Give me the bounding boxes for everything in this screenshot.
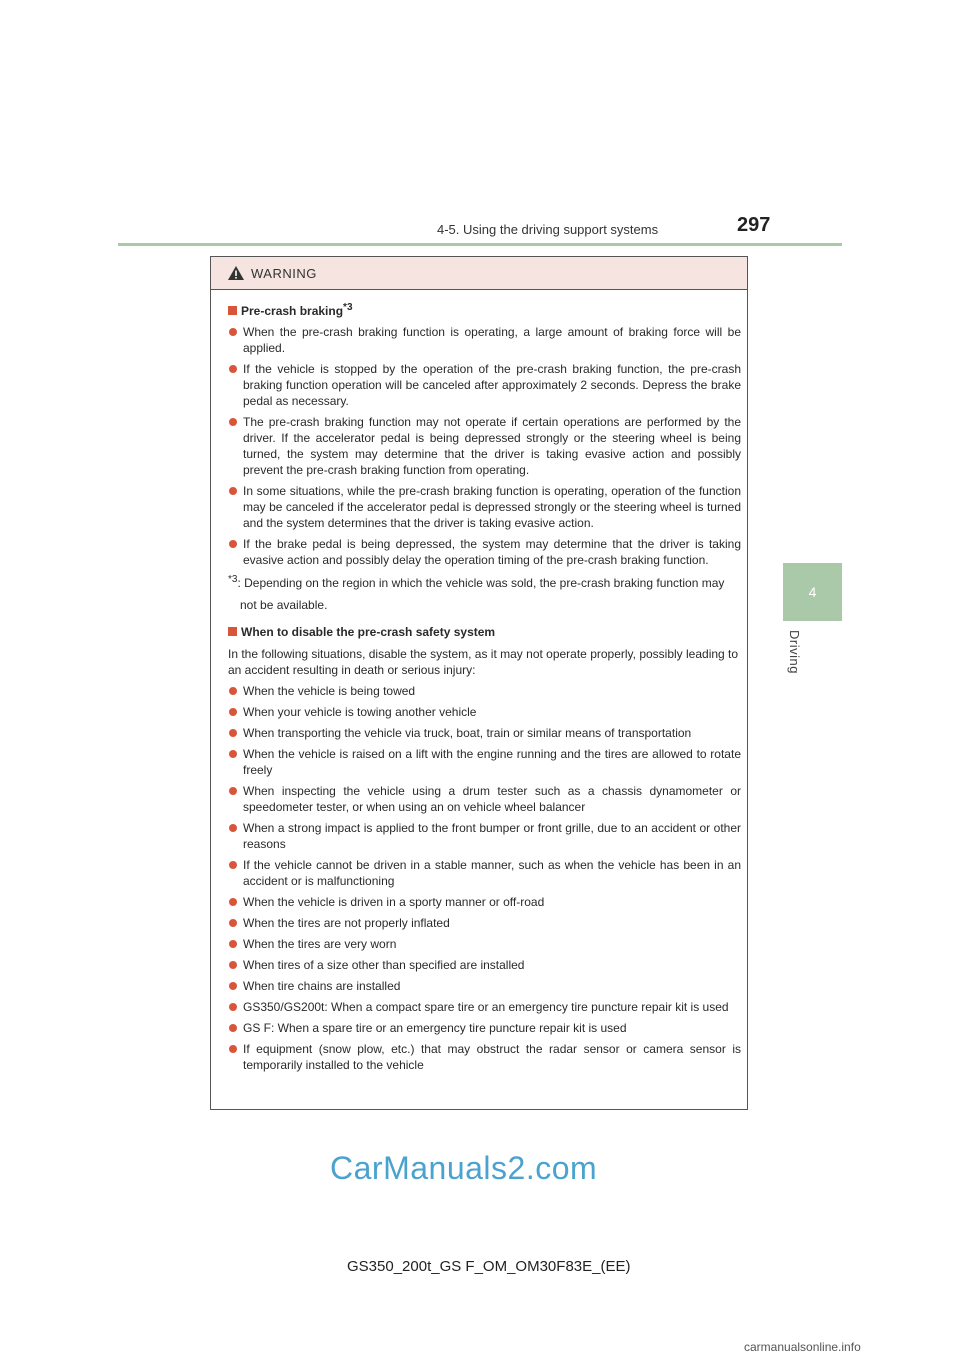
list-item: GS350/GS200t: When a compact spare tire or an emergency tire puncture repair kit is used [228,999,741,1015]
page-number: 297 [737,214,771,236]
list-item: When tire chains are installed [228,978,741,994]
list-item: If the vehicle is stopped by the operation of the pre-crash braking function, the pre-crash braking function operation will be canceled after approximately 2 seconds. Depress the brake pedal as necessary. [228,361,741,409]
list-item: When your vehicle is towing another vehicle [228,704,741,720]
section-heading-pre-crash-braking [228,303,741,319]
warning-triangle-icon [227,265,245,281]
list-item: When the vehicle is being towed [228,683,741,699]
warning-body [211,290,747,1073]
list-item: When a strong impact is applied to the front bumper or front grille, due to an accident or other reasons [228,820,741,852]
section-heading-disable-system [228,624,741,640]
list-item: When the tires are very worn [228,936,741,952]
list-item: When the vehicle is raised on a lift with the engine running and the tires are allowed to rotate freely [228,746,741,778]
section-heading-text: Pre-crash braking [241,304,344,318]
list-item: The pre-crash braking function may not operate if certain operations are performed by the driver. If the accelerator pedal is being depressed strongly or the steering wheel is being turned, the system may determine that the driver is taking evasive action and possibly prevent the pre-crash braking function from operating. [228,414,741,478]
section-heading-sup: *3 [343,302,353,313]
list-item: When the tires are not properly inflated [228,915,741,931]
chapter-label: Driving [787,630,802,674]
chapter-tab: 4 [783,563,842,621]
list-item: When transporting the vehicle via truck, boat, train or similar means of transportation [228,725,741,741]
section-heading-text: When to disable the pre-crash safety system [241,625,496,639]
warning-box [210,256,748,1110]
intro-paragraph: In the following situations, disable the system, as it may not operate properly, possibly leading to an accident resulting in death or serious injury: [228,647,739,677]
list-item: In some situations, while the pre-crash braking function is operating, operation of the function may be canceled if the accelerator pedal is depressed strongly or the steering wheel is turned and the system determines that the driver is taking evasive action. [228,483,741,531]
list-item: When the vehicle is driven in a sporty manner or off-road [228,894,741,910]
watermark: carmanualsonline.info [744,1340,861,1354]
list-item: GS F: When a spare tire or an emergency tire puncture repair kit is used [228,1020,741,1036]
list-item: If the brake pedal is being depressed, the system may determine that the driver is taking evasive action and possibly delay the operation timing of the pre-crash braking function. [228,536,741,568]
section-title: 4-5. Using the driving support systems [437,222,659,237]
list-item: If equipment (snow plow, etc.) that may obstruct the radar sensor or camera sensor is temporarily installed to the vehicle [228,1041,741,1073]
footnote [228,572,741,616]
bullet-list-disable [228,683,741,1073]
list-item: When the pre-crash braking function is operating, a large amount of braking force will be applied. [228,324,741,356]
site-logo: CarManuals2.com [330,1150,598,1186]
list-item: When inspecting the vehicle using a drum tester such as a chassis dynamometer or speedometer tester, or when using an on vehicle wheel balancer [228,783,741,815]
square-bullet-icon [228,306,237,315]
warning-title: WARNING [251,265,317,281]
footer-document-code: GS350_200t_GS F_OM_OM30F83E_(EE) [347,1258,631,1275]
list-item: If the vehicle cannot be driven in a stable manner, such as when the vehicle has been in an accident or is malfunctioning [228,857,741,889]
square-bullet-icon [228,627,237,636]
list-item: When tires of a size other than specified are installed [228,957,741,973]
header-divider [118,243,842,246]
footnote-mark: *3 [228,574,238,585]
footnote-text: : Depending on the region in which the vehicle was sold, the pre-crash braking function may not be available. [237,576,725,612]
bullet-list-pre-crash [228,324,741,568]
warning-header [211,257,747,290]
